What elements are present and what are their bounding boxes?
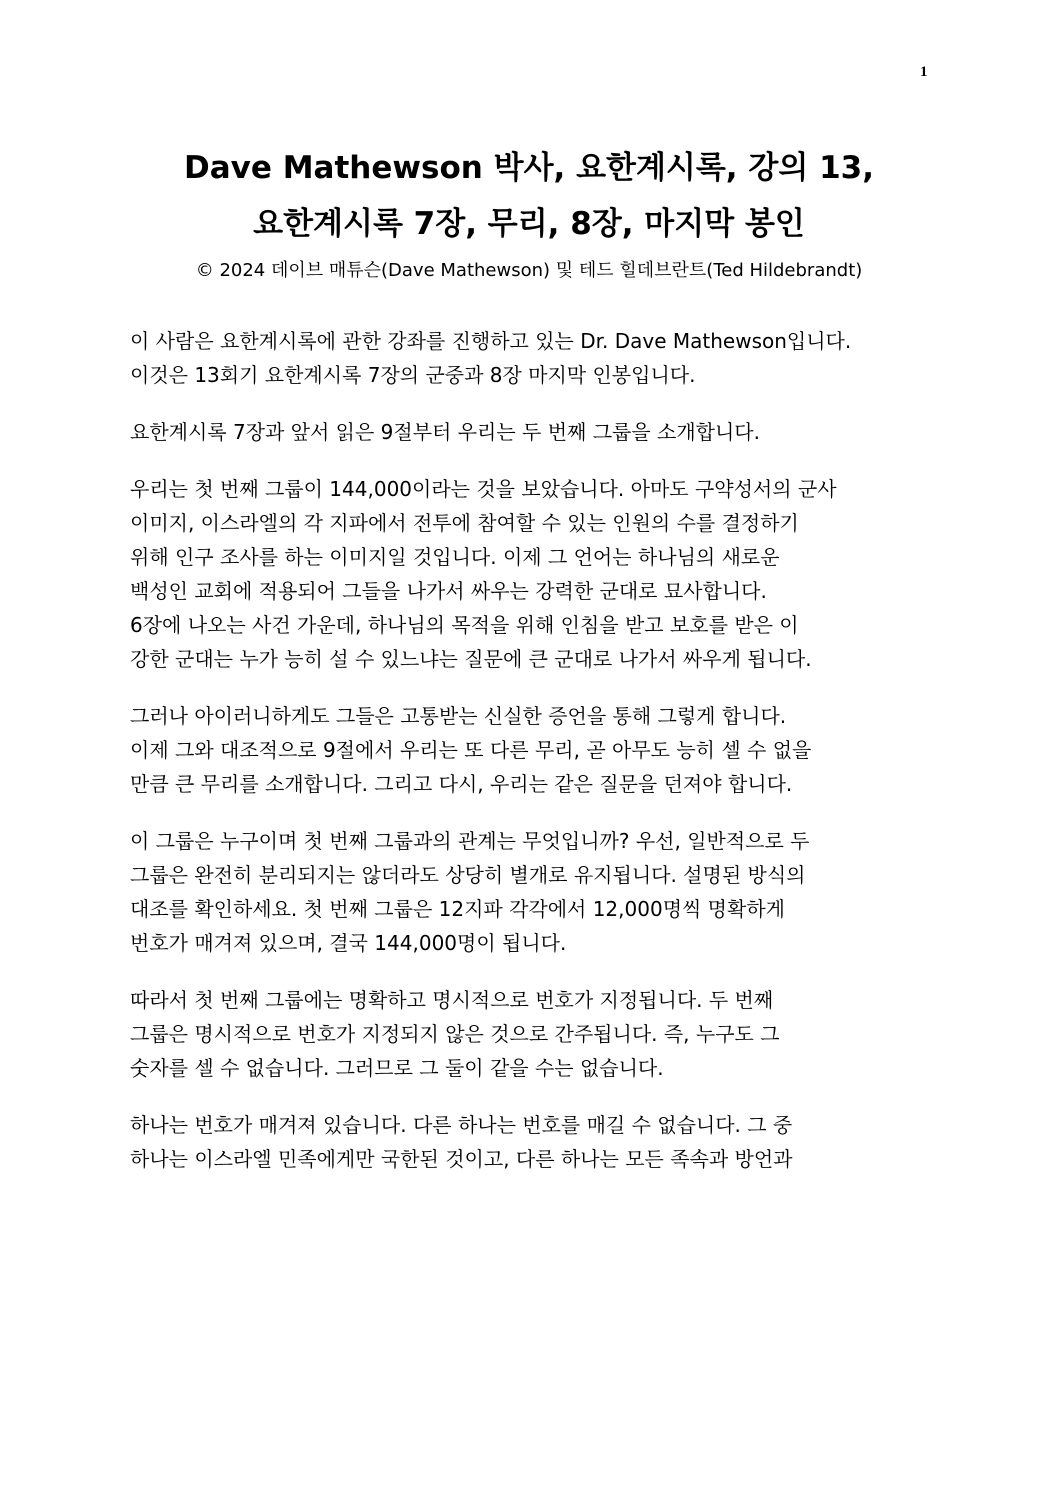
paragraph-3 [130,472,940,676]
text-line: 이것은 13회기 요한계시록 7장의 군중과 8장 마지막 인봉입니다. [130,363,696,387]
text-line: 6장에 나오는 사건 가운데, 하나님의 목적을 위해 인침을 받고 보호를 받은 이 [130,613,799,637]
text-line: 우리는 첫 번째 그룹이 144,000이라는 것을 보았습니다. 아마도 구약성서의 군사 [130,477,837,501]
document-title-line-1: Dave Mathewson 박사, 요한계시록, 강의 13, [184,150,874,186]
document-header [0,140,1058,286]
text-line: 이미지, 이스라엘의 각 지파에서 전투에 참여할 수 있는 인원의 수를 결정하기 [130,511,799,535]
text-line: 이 그룹은 누구이며 첫 번째 그룹과의 관계는 무엇입니까? 우선, 일반적으로 두 [130,829,810,853]
paragraph-7 [130,1108,940,1176]
text-line: 이 사람은 요한계시록에 관한 강좌를 진행하고 있는 Dr. Dave Mathewson입니다. [130,329,852,353]
text-line: 하나는 이스라엘 민족에게만 국한된 것이고, 다른 하나는 모든 족속과 방언과 [130,1147,793,1171]
text-line: 위해 인구 조사를 하는 이미지일 것입니다. 이제 그 언어는 하나님의 새로운 [130,545,780,569]
text-line: 그룹은 명시적으로 번호가 지정되지 않은 것으로 간주됩니다. 즉, 누구도 그 [130,1022,780,1046]
text-line: 따라서 첫 번째 그룹에는 명확하고 명시적으로 번호가 지정됩니다. 두 번째 [130,988,774,1012]
paragraph-5 [130,824,940,960]
text-line: 번호가 매겨져 있으며, 결국 144,000명이 됩니다. [130,931,567,955]
text-line: 강한 군대는 누가 능히 설 수 있느냐는 질문에 큰 군대로 나가서 싸우게 됩니다. [130,647,812,671]
text-line: 대조를 확인하세요. 첫 번째 그룹은 12지파 각각에서 12,000명씩 명확하게 [130,897,785,921]
text-line: 백성인 교회에 적용되어 그들을 나가서 싸우는 강력한 군대로 묘사합니다. [130,579,767,603]
text-line: 만큼 큰 무리를 소개합니다. 그리고 다시, 우리는 같은 질문을 던져야 합니다. [130,772,793,796]
text-line: 이제 그와 대조적으로 9절에서 우리는 또 다른 무리, 곧 아무도 능히 셀 수 없을 [130,738,812,762]
text-line: 숫자를 셀 수 없습니다. 그러므로 그 둘이 같을 수는 없습니다. [130,1056,664,1080]
text-line: 요한계시록 7장과 앞서 읽은 9절부터 우리는 두 번째 그룹을 소개합니다. [130,420,760,444]
text-line: 그러나 아이러니하게도 그들은 고통받는 신실한 증언을 통해 그렇게 합니다. [130,704,787,728]
text-line: 그룹은 완전히 분리되지는 않더라도 상당히 별개로 유지됩니다. 설명된 방식의 [130,863,806,887]
page-number: 1 [920,64,928,80]
document-title-line-2: 요한계시록 7장, 무리, 8장, 마지막 봉인 [253,206,805,242]
paragraph-6 [130,983,940,1085]
copyright-notice: © 2024 데이브 매튜슨(Dave Mathewson) 및 테드 힐데브란트(Ted Hildebrandt) [195,260,863,281]
paragraph-4 [130,699,940,801]
paragraph-1 [130,324,940,392]
document-body [130,324,940,1199]
text-line: 하나는 번호가 매겨져 있습니다. 다른 하나는 번호를 매길 수 없습니다. 그 중 [130,1113,793,1137]
paragraph-2 [130,415,940,449]
